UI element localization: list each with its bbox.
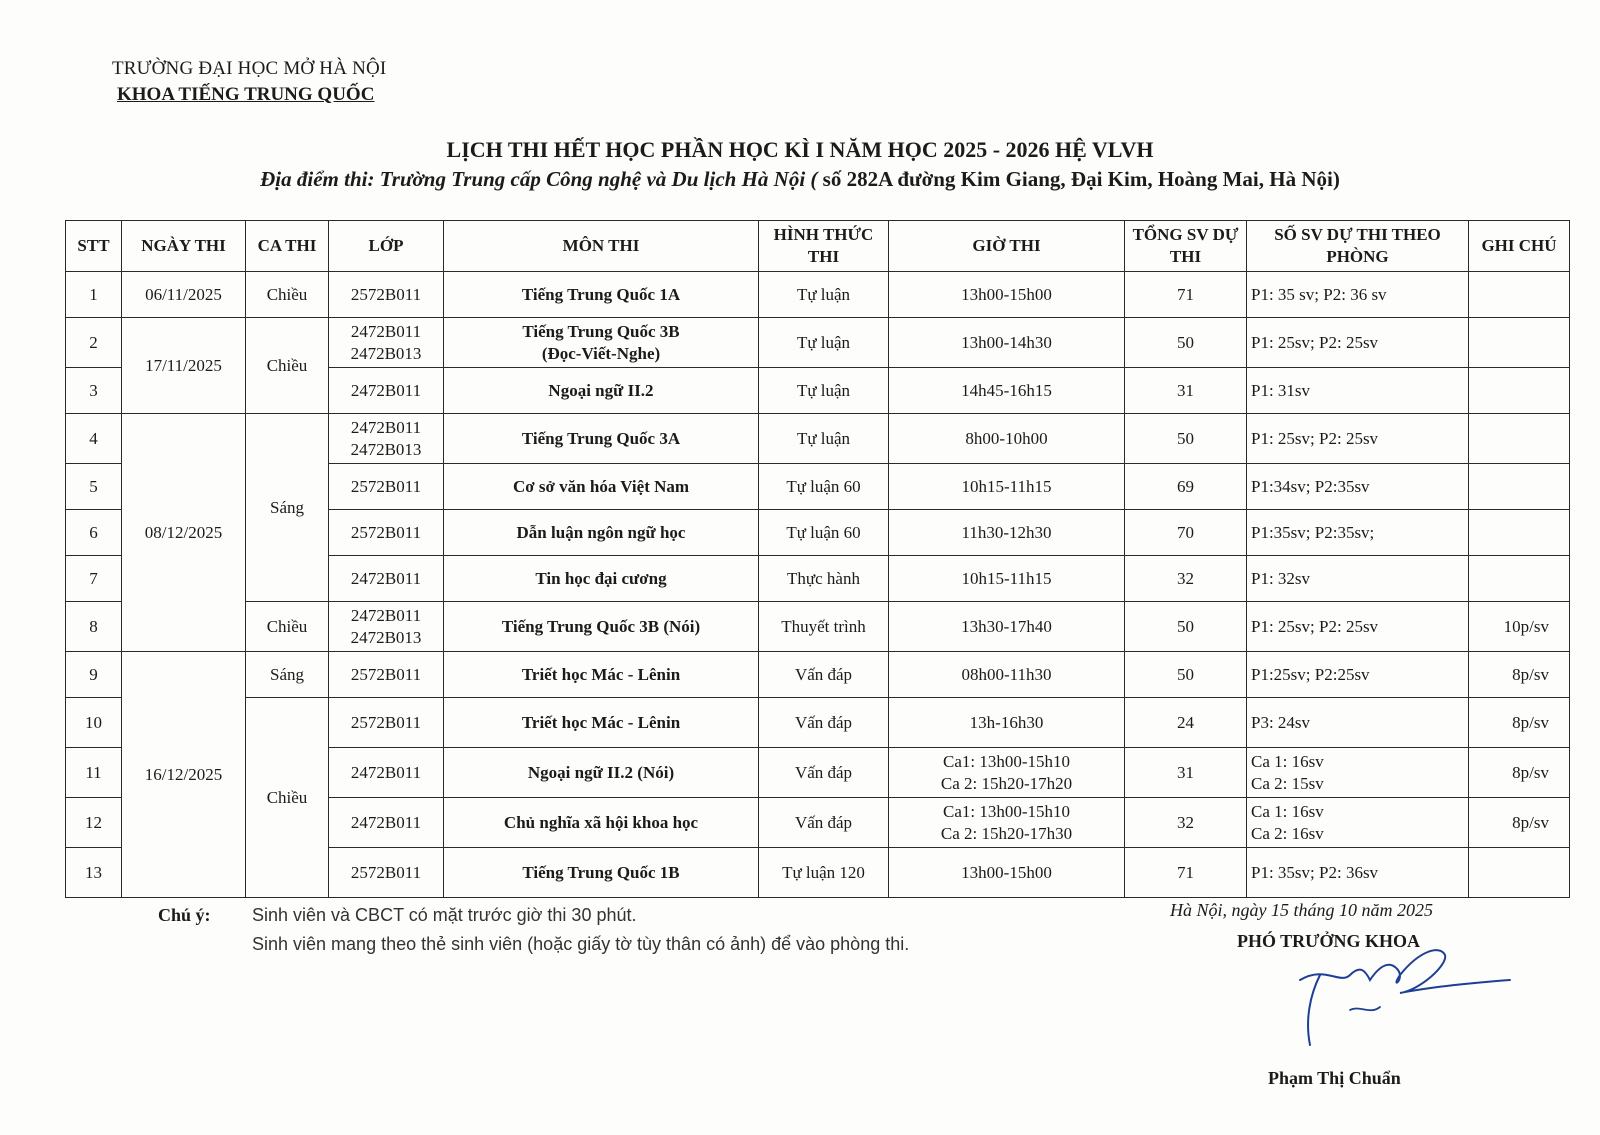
signing-date: Hà Nội, ngày 15 tháng 10 năm 2025: [1170, 900, 1433, 920]
cell-class: 2472B011: [329, 556, 444, 602]
table-row: [66, 318, 1570, 368]
cell-date: 16/12/2025: [122, 652, 246, 898]
cell-total: 32: [1125, 798, 1247, 848]
cell-total: 70: [1125, 510, 1247, 556]
cell-form: Vấn đáp: [759, 798, 889, 848]
signer-name: Phạm Thị Chuẩn: [1268, 1068, 1401, 1088]
cell-shift: Sáng: [246, 652, 329, 698]
table-row: [66, 698, 1570, 748]
cell-total: 71: [1125, 848, 1247, 898]
cell-subject: Ngoại ngữ II.2: [444, 368, 759, 414]
cell-class: 2572B011: [329, 698, 444, 748]
table-header-row: [66, 221, 1570, 272]
cell-stt: 10: [66, 698, 122, 748]
cell-time: 11h30-12h30: [889, 510, 1125, 556]
note-line-1: Sinh viên và CBCT có mặt trước giờ thi 30 phút.: [252, 905, 637, 925]
cell-class: 2572B011: [329, 510, 444, 556]
cell-time: Ca1: 13h00-15h10 Ca 2: 15h20-17h20: [889, 748, 1125, 798]
cell-total: 50: [1125, 652, 1247, 698]
cell-note: 10p/sv: [1469, 602, 1570, 652]
cell-class: 2472B011: [329, 798, 444, 848]
cell-shift: Chiều: [246, 272, 329, 318]
cell-stt: 5: [66, 464, 122, 510]
cell-form: Thuyết trình: [759, 602, 889, 652]
cell-subject: Tin học đại cương: [444, 556, 759, 602]
cell-rooms: P1: 35 sv; P2: 36 sv: [1247, 272, 1469, 318]
cell-class: 2472B011 2472B013: [329, 602, 444, 652]
cell-note: [1469, 464, 1570, 510]
cell-subject: Tiếng Trung Quốc 3B (Nói): [444, 602, 759, 652]
table-row: [66, 414, 1570, 464]
table-row: [66, 602, 1570, 652]
cell-form: Tự luận: [759, 368, 889, 414]
cell-form: Vấn đáp: [759, 698, 889, 748]
cell-time: Ca1: 13h00-15h10 Ca 2: 15h20-17h30: [889, 798, 1125, 848]
cell-subject: Tiếng Trung Quốc 3B (Đọc-Viết-Nghe): [444, 318, 759, 368]
cell-stt: 2: [66, 318, 122, 368]
cell-form: Tự luận 120: [759, 848, 889, 898]
cell-note: [1469, 414, 1570, 464]
cell-stt: 12: [66, 798, 122, 848]
cell-time: 08h00-11h30: [889, 652, 1125, 698]
cell-stt: 3: [66, 368, 122, 414]
handwritten-signature: [1280, 935, 1520, 1055]
cell-form: Vấn đáp: [759, 652, 889, 698]
cell-total: 31: [1125, 368, 1247, 414]
cell-total: 32: [1125, 556, 1247, 602]
cell-note: [1469, 318, 1570, 368]
table-row: [66, 272, 1570, 318]
cell-date: 08/12/2025: [122, 414, 246, 652]
cell-subject: Cơ sở văn hóa Việt Nam: [444, 464, 759, 510]
cell-rooms: P1: 32sv: [1247, 556, 1469, 602]
col-header-subject: MÔN THI: [444, 221, 759, 272]
cell-note: 8p/sv: [1469, 698, 1570, 748]
cell-shift: Chiều: [246, 318, 329, 414]
cell-stt: 8: [66, 602, 122, 652]
cell-rooms: P1:25sv; P2:25sv: [1247, 652, 1469, 698]
cell-class: 2472B011: [329, 368, 444, 414]
cell-time: 13h-16h30: [889, 698, 1125, 748]
cell-stt: 13: [66, 848, 122, 898]
cell-stt: 4: [66, 414, 122, 464]
cell-rooms: P1:34sv; P2:35sv: [1247, 464, 1469, 510]
col-header-note: GHI CHÚ: [1469, 221, 1570, 272]
col-header-shift: CA THI: [246, 221, 329, 272]
cell-subject: Triết học Mác - Lênin: [444, 698, 759, 748]
cell-subject: Triết học Mác - Lênin: [444, 652, 759, 698]
cell-shift: Sáng: [246, 414, 329, 602]
cell-note: [1469, 368, 1570, 414]
cell-class: 2572B011: [329, 272, 444, 318]
exam-schedule-table: [65, 220, 1570, 898]
cell-total: 69: [1125, 464, 1247, 510]
cell-rooms: P1: 25sv; P2: 25sv: [1247, 414, 1469, 464]
col-header-date: NGÀY THI: [122, 221, 246, 272]
cell-date: 17/11/2025: [122, 318, 246, 414]
cell-class: 2572B011: [329, 464, 444, 510]
cell-rooms: P1: 31sv: [1247, 368, 1469, 414]
col-header-stt: STT: [66, 221, 122, 272]
cell-class: 2572B011: [329, 652, 444, 698]
cell-total: 71: [1125, 272, 1247, 318]
location-address: số 282A đường Kim Giang, Đại Kim, Hoàng Mai, Hà Nội): [817, 167, 1340, 191]
cell-time: 13h00-15h00: [889, 848, 1125, 898]
cell-subject: Tiếng Trung Quốc 1B: [444, 848, 759, 898]
location-label: Địa điểm thi: Trường Trung cấp Công nghệ và Du lịch Hà Nội (: [260, 167, 818, 191]
faculty-name: KHOA TIẾNG TRUNG QUỐC: [117, 84, 375, 105]
cell-date: 06/11/2025: [122, 272, 246, 318]
cell-class: 2472B011 2472B013: [329, 414, 444, 464]
cell-subject: Ngoại ngữ II.2 (Nói): [444, 748, 759, 798]
cell-time: 13h30-17h40: [889, 602, 1125, 652]
note-label: Chú ý:: [158, 905, 211, 925]
col-header-class: LỚP: [329, 221, 444, 272]
cell-rooms: Ca 1: 16sv Ca 2: 16sv: [1247, 798, 1469, 848]
col-header-time: GIỜ THI: [889, 221, 1125, 272]
cell-form: Tự luận 60: [759, 464, 889, 510]
cell-stt: 9: [66, 652, 122, 698]
cell-stt: 1: [66, 272, 122, 318]
cell-subject: Tiếng Trung Quốc 1A: [444, 272, 759, 318]
cell-subject: Tiếng Trung Quốc 3A: [444, 414, 759, 464]
cell-class: 2472B011: [329, 748, 444, 798]
cell-rooms: Ca 1: 16sv Ca 2: 15sv: [1247, 748, 1469, 798]
cell-time: 14h45-16h15: [889, 368, 1125, 414]
cell-note: [1469, 510, 1570, 556]
cell-total: 50: [1125, 602, 1247, 652]
cell-rooms: P3: 24sv: [1247, 698, 1469, 748]
note-line-2: Sinh viên mang theo thẻ sinh viên (hoặc giấy tờ tùy thân có ảnh) để vào phòng thi.: [252, 934, 910, 954]
cell-stt: 6: [66, 510, 122, 556]
cell-time: 10h15-11h15: [889, 464, 1125, 510]
cell-note: 8p/sv: [1469, 798, 1570, 848]
cell-time: 10h15-11h15: [889, 556, 1125, 602]
cell-stt: 7: [66, 556, 122, 602]
cell-note: 8p/sv: [1469, 652, 1570, 698]
cell-stt: 11: [66, 748, 122, 798]
signer-role: PHÓ TRƯỞNG KHOA: [1237, 931, 1421, 951]
cell-rooms: P1:35sv; P2:35sv;: [1247, 510, 1469, 556]
cell-total: 24: [1125, 698, 1247, 748]
col-header-total: TỔNG SV DỰ THI: [1125, 221, 1247, 272]
cell-subject: Chủ nghĩa xã hội khoa học: [444, 798, 759, 848]
cell-rooms: P1: 35sv; P2: 36sv: [1247, 848, 1469, 898]
cell-class: 2472B011 2472B013: [329, 318, 444, 368]
university-name: TRƯỜNG ĐẠI HỌC MỞ HÀ NỘI: [112, 58, 387, 79]
cell-total: 50: [1125, 318, 1247, 368]
cell-total: 31: [1125, 748, 1247, 798]
col-header-form: HÌNH THỨC THI: [759, 221, 889, 272]
exam-location: [0, 167, 1600, 192]
cell-time: 8h00-10h00: [889, 414, 1125, 464]
cell-note: [1469, 272, 1570, 318]
cell-note: [1469, 848, 1570, 898]
cell-note: [1469, 556, 1570, 602]
cell-form: Thực hành: [759, 556, 889, 602]
cell-class: 2572B011: [329, 848, 444, 898]
cell-shift: Chiều: [246, 698, 329, 898]
cell-form: Tự luận: [759, 318, 889, 368]
table-row: [66, 652, 1570, 698]
cell-shift: Chiều: [246, 602, 329, 652]
cell-form: Vấn đáp: [759, 748, 889, 798]
cell-note: 8p/sv: [1469, 748, 1570, 798]
cell-rooms: P1: 25sv; P2: 25sv: [1247, 318, 1469, 368]
document-title: LỊCH THI HẾT HỌC PHẦN HỌC KÌ I NĂM HỌC 2025 - 2026 HỆ VLVH: [446, 137, 1154, 162]
cell-total: 50: [1125, 414, 1247, 464]
cell-rooms: P1: 25sv; P2: 25sv: [1247, 602, 1469, 652]
cell-time: 13h00-15h00: [889, 272, 1125, 318]
cell-form: Tự luận: [759, 414, 889, 464]
cell-form: Tự luận: [759, 272, 889, 318]
col-header-rooms: SỐ SV DỰ THI THEO PHÒNG: [1247, 221, 1469, 272]
cell-time: 13h00-14h30: [889, 318, 1125, 368]
cell-form: Tự luận 60: [759, 510, 889, 556]
cell-subject: Dẫn luận ngôn ngữ học: [444, 510, 759, 556]
